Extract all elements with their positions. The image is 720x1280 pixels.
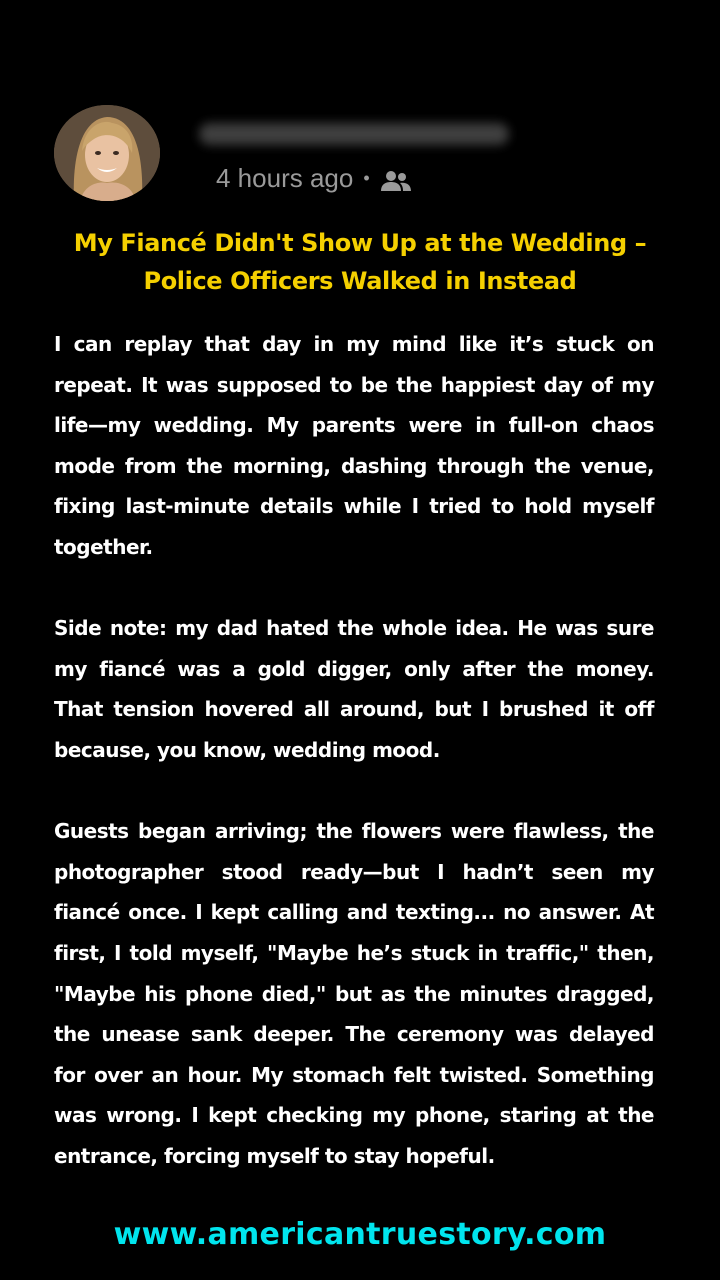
post-meta — [216, 163, 412, 194]
post-timestamp[interactable]: 4 hours ago — [216, 163, 354, 193]
headline-line-2: Police Officers Walked in Instead — [143, 267, 577, 295]
friends-icon[interactable] — [380, 168, 412, 190]
story-paragraph-3: Guests began arriving; the flowers were flawless, the photographer stood ready—but I hadn’t seen my fiancé once. I kept calling and texting... no answer. At first, I told myself, "Maybe he’s stuck in traffic," then, "Maybe his phone died," but as the minutes dragged, the unease sank deeper. The ceremony was delayed for over an hour. My stomach felt twisted. Something was wrong. I kept checking my phone, staring at the entrance, forcing myself to stay hopeful. — [54, 819, 654, 1168]
post-header — [54, 105, 674, 201]
profile-photo-icon — [54, 105, 160, 201]
avatar[interactable] — [54, 105, 160, 201]
story-body — [54, 324, 654, 1176]
author-name-blurred[interactable] — [199, 123, 509, 145]
story-paragraph-2: Side note: my dad hated the whole idea. He was sure my fiancé was a gold digger, only after the money. That tension hovered all around, but I brushed it off because, you know, wedding mood. — [54, 616, 654, 762]
headline-line-1: My Fiancé Didn't Show Up at the Wedding – — [73, 229, 647, 257]
meta-separator: • — [363, 168, 370, 188]
website-url[interactable]: www.americantruestory.com — [113, 1217, 607, 1252]
story-headline — [40, 224, 680, 300]
story-paragraph-1: I can replay that day in my mind like it’s stuck on repeat. It was supposed to be the happiest day of my life—my wedding. My parents were in full-on chaos mode from the morning, dashing through the venue, fixing last-minute details while I tried to hold myself together. — [54, 332, 654, 559]
